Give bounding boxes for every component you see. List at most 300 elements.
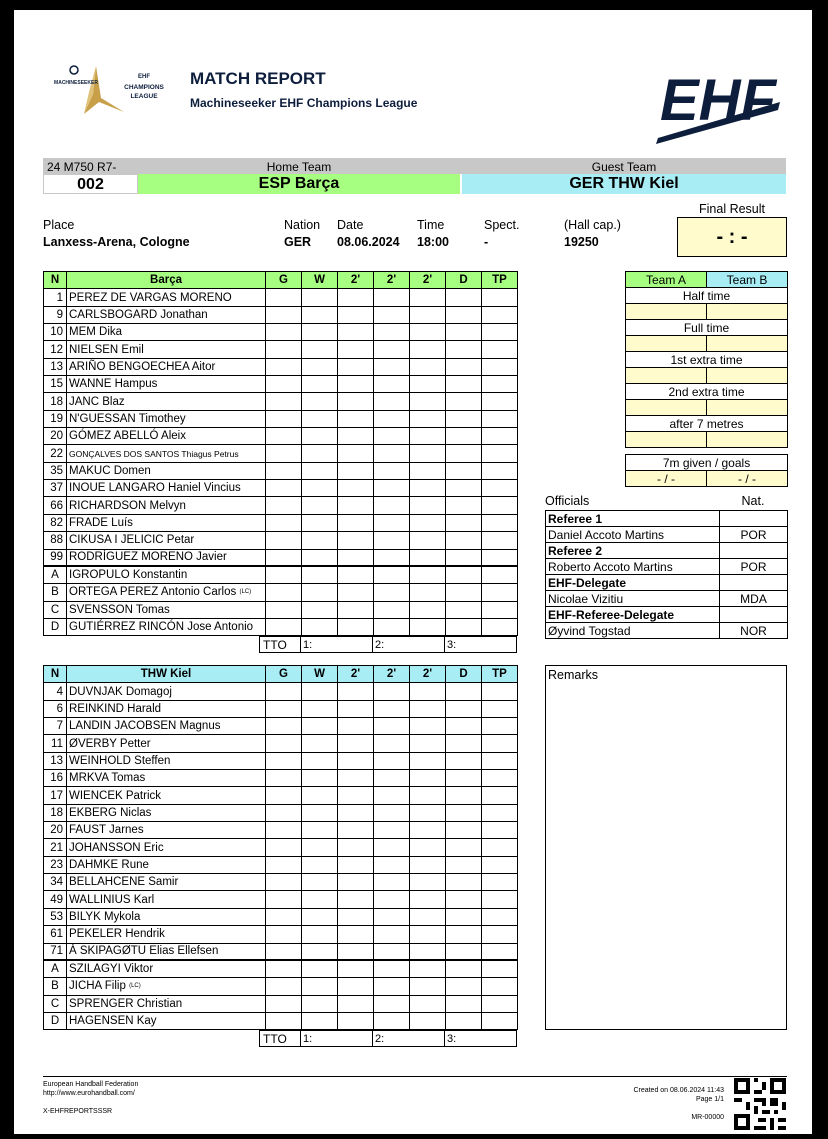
stat-cell — [374, 514, 410, 531]
cl-logo-line2: CHAMPIONS — [124, 84, 164, 91]
player-number: 35 — [44, 462, 67, 479]
stat-cell — [266, 324, 302, 341]
stat-cell — [338, 341, 374, 358]
player-number: 61 — [44, 926, 67, 943]
official-role: Referee 1 — [546, 511, 720, 527]
home-player-row — [44, 480, 518, 497]
official-nationality — [720, 543, 788, 559]
extra2-a — [626, 400, 707, 416]
home-player-row — [44, 289, 518, 306]
stat-cell — [446, 995, 482, 1012]
home-player-row — [44, 462, 518, 479]
player-name: EKBERG Niclas — [67, 804, 266, 821]
stat-cell — [410, 376, 446, 393]
stat-cell — [338, 445, 374, 462]
stat-cell — [410, 787, 446, 804]
official-letter: B — [44, 584, 67, 601]
official-person: Nicolae Vizitiu — [546, 591, 720, 607]
seven-given-b: - / - — [707, 471, 788, 487]
stat-cell — [266, 376, 302, 393]
seven-given-a: - / - — [626, 471, 707, 487]
guest-tto-1: 1: — [303, 1033, 313, 1045]
ehf-logo-text: EHF — [660, 68, 776, 133]
stat-cell — [266, 289, 302, 306]
guest-team-name: GER THW Kiel — [462, 174, 786, 194]
stat-cell — [338, 718, 374, 735]
stat-cell — [410, 532, 446, 549]
stat-cell — [446, 306, 482, 323]
stat-cell — [482, 462, 518, 479]
full-time-label: Full time — [626, 320, 788, 336]
guest-player-row — [44, 787, 518, 804]
player-number: 49 — [44, 891, 67, 908]
stat-cell — [302, 358, 338, 375]
player-name: Á SKIPAGØTU Elias Ellefsen — [67, 943, 266, 960]
stat-cell — [302, 497, 338, 514]
guest-official-row — [44, 960, 518, 977]
spectators-label: Spect. — [484, 218, 520, 232]
stat-cell — [374, 787, 410, 804]
stat-cell — [374, 549, 410, 566]
stat-cell — [302, 341, 338, 358]
stat-cell — [446, 584, 482, 601]
player-number: 19 — [44, 410, 67, 427]
stat-cell — [446, 358, 482, 375]
time-label: Time — [417, 218, 445, 232]
stat-cell — [302, 718, 338, 735]
date-label: Date — [337, 218, 364, 232]
col-goals-header: G — [266, 666, 302, 683]
stat-cell — [338, 874, 374, 891]
player-number: 53 — [44, 908, 67, 925]
home-tto-label: TTO — [263, 638, 287, 652]
stat-cell — [374, 770, 410, 787]
stat-cell — [266, 549, 302, 566]
stat-cell — [302, 324, 338, 341]
official-name-text: SPRENGER Christian — [69, 997, 183, 1010]
stat-cell — [446, 978, 482, 995]
col-warning-header: W — [302, 666, 338, 683]
stat-cell — [410, 462, 446, 479]
official-name-text: HAGENSEN Kay — [69, 1015, 157, 1028]
official-letter: C — [44, 995, 67, 1012]
stat-cell — [410, 428, 446, 445]
player-name: WEINHOLD Steffen — [67, 752, 266, 769]
stat-cell — [266, 943, 302, 960]
player-number: 13 — [44, 752, 67, 769]
player-name: LANDIN JACOBSEN Magnus — [67, 718, 266, 735]
stat-cell — [482, 908, 518, 925]
footer-form: MR-00000 — [691, 1114, 724, 1121]
stat-cell — [410, 480, 446, 497]
stat-cell — [410, 393, 446, 410]
stat-cell — [302, 874, 338, 891]
stat-cell — [266, 566, 302, 583]
stat-cell — [482, 514, 518, 531]
official-row — [546, 527, 788, 543]
stat-cell — [374, 462, 410, 479]
guest-player-row — [44, 683, 518, 700]
stat-cell — [302, 410, 338, 427]
player-name: FRADE Luís — [67, 514, 266, 531]
home-team-table — [43, 271, 518, 636]
home-player-row — [44, 376, 518, 393]
player-name: ARIÑO BENGOECHEA Aitor — [67, 358, 266, 375]
team-a-header: Team A — [626, 272, 707, 288]
stat-cell — [446, 618, 482, 635]
stat-cell — [302, 601, 338, 618]
footer-page: Page 1/1 — [695, 1096, 724, 1103]
stat-cell — [482, 445, 518, 462]
full-time-a — [626, 336, 707, 352]
official-nationality — [720, 607, 788, 623]
stat-cell — [266, 891, 302, 908]
guest-official-row — [44, 1012, 518, 1029]
stat-cell — [266, 445, 302, 462]
player-number: 82 — [44, 514, 67, 531]
official-person: Daniel Accoto Martins — [546, 527, 720, 543]
col-tp-header: TP — [482, 666, 518, 683]
stat-cell — [302, 926, 338, 943]
stat-cell — [266, 960, 302, 977]
guest-official-row — [44, 978, 518, 995]
seven-m-table — [625, 454, 788, 487]
stat-cell — [446, 891, 482, 908]
stat-cell — [410, 874, 446, 891]
footer-divider — [43, 1076, 787, 1077]
stat-cell — [446, 324, 482, 341]
champions-league-logo — [44, 62, 169, 118]
extra1-a — [626, 368, 707, 384]
stat-cell — [374, 428, 410, 445]
col-suspension2-header: 2' — [374, 272, 410, 289]
stat-cell — [446, 960, 482, 977]
home-player-row — [44, 514, 518, 531]
stat-cell — [446, 804, 482, 821]
stat-cell — [374, 718, 410, 735]
stat-cell — [446, 943, 482, 960]
official-row — [546, 591, 788, 607]
stat-cell — [302, 618, 338, 635]
stat-cell — [374, 306, 410, 323]
half-time-label: Half time — [626, 288, 788, 304]
lead-coach-badge: (LC) — [239, 589, 252, 596]
footer-code: X-EHFREPORTSSSR — [43, 1108, 113, 1115]
player-name: REINKIND Harald — [67, 700, 266, 717]
extra1-label: 1st extra time — [626, 352, 788, 368]
player-number: 23 — [44, 856, 67, 873]
stat-cell — [482, 839, 518, 856]
hall-capacity-label: (Hall cap.) — [564, 218, 621, 232]
stat-cell — [446, 926, 482, 943]
stat-cell — [266, 480, 302, 497]
full-time-b — [707, 336, 788, 352]
official-letter: D — [44, 1012, 67, 1029]
stat-cell — [338, 480, 374, 497]
stat-cell — [374, 358, 410, 375]
stat-cell — [446, 462, 482, 479]
stat-cell — [302, 960, 338, 977]
official-person: Roberto Accoto Martins — [546, 559, 720, 575]
stat-cell — [302, 908, 338, 925]
official-name — [67, 584, 266, 601]
home-team-name: ESP Barça — [138, 174, 460, 194]
stat-cell — [482, 306, 518, 323]
home-player-row — [44, 445, 518, 462]
stat-cell — [266, 700, 302, 717]
stat-cell — [482, 393, 518, 410]
stat-cell — [410, 601, 446, 618]
stat-cell — [266, 804, 302, 821]
guest-player-row — [44, 752, 518, 769]
half-time-b — [707, 304, 788, 320]
player-number: 21 — [44, 839, 67, 856]
stat-cell — [410, 584, 446, 601]
official-nationality: POR — [720, 527, 788, 543]
stat-cell — [266, 393, 302, 410]
col-goals-header: G — [266, 272, 302, 289]
stat-cell — [446, 735, 482, 752]
col-number-header: N — [44, 666, 67, 683]
player-number: 4 — [44, 683, 67, 700]
stat-cell — [338, 752, 374, 769]
player-number: 99 — [44, 549, 67, 566]
page-title: MATCH REPORT — [190, 69, 326, 88]
home-official-row — [44, 566, 518, 583]
player-name: DUVNJAK Domagoj — [67, 683, 266, 700]
stat-cell — [302, 822, 338, 839]
guest-team-label: Guest Team — [591, 160, 657, 174]
stat-cell — [410, 943, 446, 960]
player-name: MRKVA Tomas — [67, 770, 266, 787]
stat-cell — [446, 839, 482, 856]
stat-cell — [338, 891, 374, 908]
stat-cell — [410, 497, 446, 514]
stat-cell — [338, 462, 374, 479]
guest-player-row — [44, 839, 518, 856]
stat-cell — [482, 787, 518, 804]
guest-table-title: THW Kiel — [67, 666, 266, 683]
stat-cell — [302, 943, 338, 960]
stat-cell — [338, 566, 374, 583]
lead-coach-badge: (LC) — [129, 983, 141, 990]
stat-cell — [338, 618, 374, 635]
player-number: 13 — [44, 358, 67, 375]
footer-created: Created on 08.06.2024 11:43 — [633, 1087, 724, 1094]
stat-cell — [410, 1012, 446, 1029]
stat-cell — [266, 532, 302, 549]
stat-cell — [338, 908, 374, 925]
stat-cell — [446, 856, 482, 873]
stat-cell — [302, 978, 338, 995]
official-letter: D — [44, 618, 67, 635]
stat-cell — [302, 306, 338, 323]
home-official-row — [44, 601, 518, 618]
qr-code-icon — [734, 1078, 786, 1130]
stat-cell — [446, 497, 482, 514]
stat-cell — [374, 700, 410, 717]
home-player-row — [44, 410, 518, 427]
stat-cell — [446, 549, 482, 566]
official-nationality: POR — [720, 559, 788, 575]
guest-official-row — [44, 995, 518, 1012]
seven-metres-label: after 7 metres — [626, 416, 788, 432]
stat-cell — [446, 445, 482, 462]
stat-cell — [482, 289, 518, 306]
stat-cell — [482, 376, 518, 393]
player-name: JOHANSSON Eric — [67, 839, 266, 856]
stat-cell — [338, 700, 374, 717]
stat-cell — [266, 497, 302, 514]
stat-cell — [374, 891, 410, 908]
stat-cell — [338, 393, 374, 410]
cl-logo-line3: LEAGUE — [130, 93, 158, 100]
stat-cell — [410, 683, 446, 700]
player-number: 20 — [44, 822, 67, 839]
officials-nat-label: Nat. — [741, 494, 765, 508]
stat-cell — [410, 752, 446, 769]
stat-cell — [338, 770, 374, 787]
player-name: FAUST Jarnes — [67, 822, 266, 839]
player-name: GONÇALVES DOS SANTOS Thiagus Petrus — [67, 445, 266, 462]
guest-team-table — [43, 665, 518, 1030]
stat-cell — [374, 926, 410, 943]
official-letter: A — [44, 960, 67, 977]
stat-cell — [302, 770, 338, 787]
stat-cell — [410, 566, 446, 583]
home-player-row — [44, 549, 518, 566]
player-name: CIKUSA I JELICIC Petar — [67, 532, 266, 549]
stat-cell — [302, 514, 338, 531]
stat-cell — [302, 735, 338, 752]
stat-cell — [302, 445, 338, 462]
home-player-row — [44, 532, 518, 549]
stat-cell — [374, 341, 410, 358]
stat-cell — [338, 289, 374, 306]
stat-cell — [446, 532, 482, 549]
player-number: 22 — [44, 445, 67, 462]
final-result-label: Final Result — [699, 202, 765, 216]
guest-tto-2: 2: — [375, 1033, 385, 1045]
player-name: MAKUC Domen — [67, 462, 266, 479]
stat-cell — [482, 428, 518, 445]
stat-cell — [410, 822, 446, 839]
footer-url[interactable]: http://www.eurohandball.com/ — [43, 1090, 135, 1097]
official-letter: B — [44, 978, 67, 995]
player-number: 9 — [44, 306, 67, 323]
stat-cell — [374, 376, 410, 393]
stat-cell — [338, 376, 374, 393]
home-official-row — [44, 618, 518, 635]
official-name — [67, 618, 266, 635]
stat-cell — [266, 718, 302, 735]
player-name: WANNE Hampus — [67, 376, 266, 393]
player-name: PEKELER Hendrik — [67, 926, 266, 943]
stat-cell — [410, 960, 446, 977]
stat-cell — [302, 428, 338, 445]
stat-cell — [266, 341, 302, 358]
officials-label: Officials — [545, 494, 590, 508]
remarks-box — [545, 665, 787, 1030]
stat-cell — [446, 393, 482, 410]
stat-cell — [410, 926, 446, 943]
col-disq-header: D — [446, 666, 482, 683]
stat-cell — [338, 324, 374, 341]
stat-cell — [338, 497, 374, 514]
stat-cell — [374, 874, 410, 891]
stat-cell — [410, 839, 446, 856]
stat-cell — [374, 601, 410, 618]
stat-cell — [302, 584, 338, 601]
stat-cell — [446, 566, 482, 583]
stat-cell — [482, 1012, 518, 1029]
player-number: 6 — [44, 700, 67, 717]
stat-cell — [338, 839, 374, 856]
col-suspension2-header: 2' — [374, 666, 410, 683]
stat-cell — [374, 497, 410, 514]
stat-cell — [446, 376, 482, 393]
stat-cell — [482, 324, 518, 341]
spectators-value: - — [484, 235, 489, 249]
stat-cell — [446, 700, 482, 717]
hall-capacity-value: 19250 — [564, 235, 599, 249]
stat-cell — [410, 700, 446, 717]
stat-cell — [338, 601, 374, 618]
player-name: BELLAHCENE Samir — [67, 874, 266, 891]
stat-cell — [410, 618, 446, 635]
stat-cell — [446, 787, 482, 804]
stat-cell — [482, 926, 518, 943]
home-player-row — [44, 497, 518, 514]
stat-cell — [410, 978, 446, 995]
stat-cell — [266, 856, 302, 873]
col-suspension1-header: 2' — [338, 666, 374, 683]
home-official-row — [44, 584, 518, 601]
stat-cell — [302, 532, 338, 549]
stat-cell — [266, 735, 302, 752]
stat-cell — [482, 683, 518, 700]
stat-cell — [302, 549, 338, 566]
stat-cell — [446, 428, 482, 445]
official-nationality — [720, 511, 788, 527]
remarks-label: Remarks — [548, 668, 599, 682]
guest-player-row — [44, 804, 518, 821]
stat-cell — [338, 804, 374, 821]
stat-cell — [374, 1012, 410, 1029]
stat-cell — [266, 358, 302, 375]
stat-cell — [266, 601, 302, 618]
home-tto-3: 3: — [447, 639, 457, 651]
stat-cell — [482, 601, 518, 618]
stat-cell — [374, 445, 410, 462]
stat-cell — [338, 549, 374, 566]
official-person: Øyvind Togstad — [546, 623, 720, 639]
stat-cell — [338, 306, 374, 323]
seven-metres-b — [707, 432, 788, 448]
half-time-a — [626, 304, 707, 320]
player-name: PEREZ DE VARGAS MORENO — [67, 289, 266, 306]
stat-cell — [374, 683, 410, 700]
stat-cell — [482, 718, 518, 735]
stat-cell — [338, 358, 374, 375]
competition-subtitle: Machineseeker EHF Champions League — [190, 96, 418, 110]
stat-cell — [302, 787, 338, 804]
stat-cell — [338, 822, 374, 839]
stat-cell — [374, 943, 410, 960]
official-name-text: SVENSSON Tomas — [69, 603, 170, 616]
player-name: RICHARDSON Melvyn — [67, 497, 266, 514]
ehf-logo — [656, 50, 786, 145]
